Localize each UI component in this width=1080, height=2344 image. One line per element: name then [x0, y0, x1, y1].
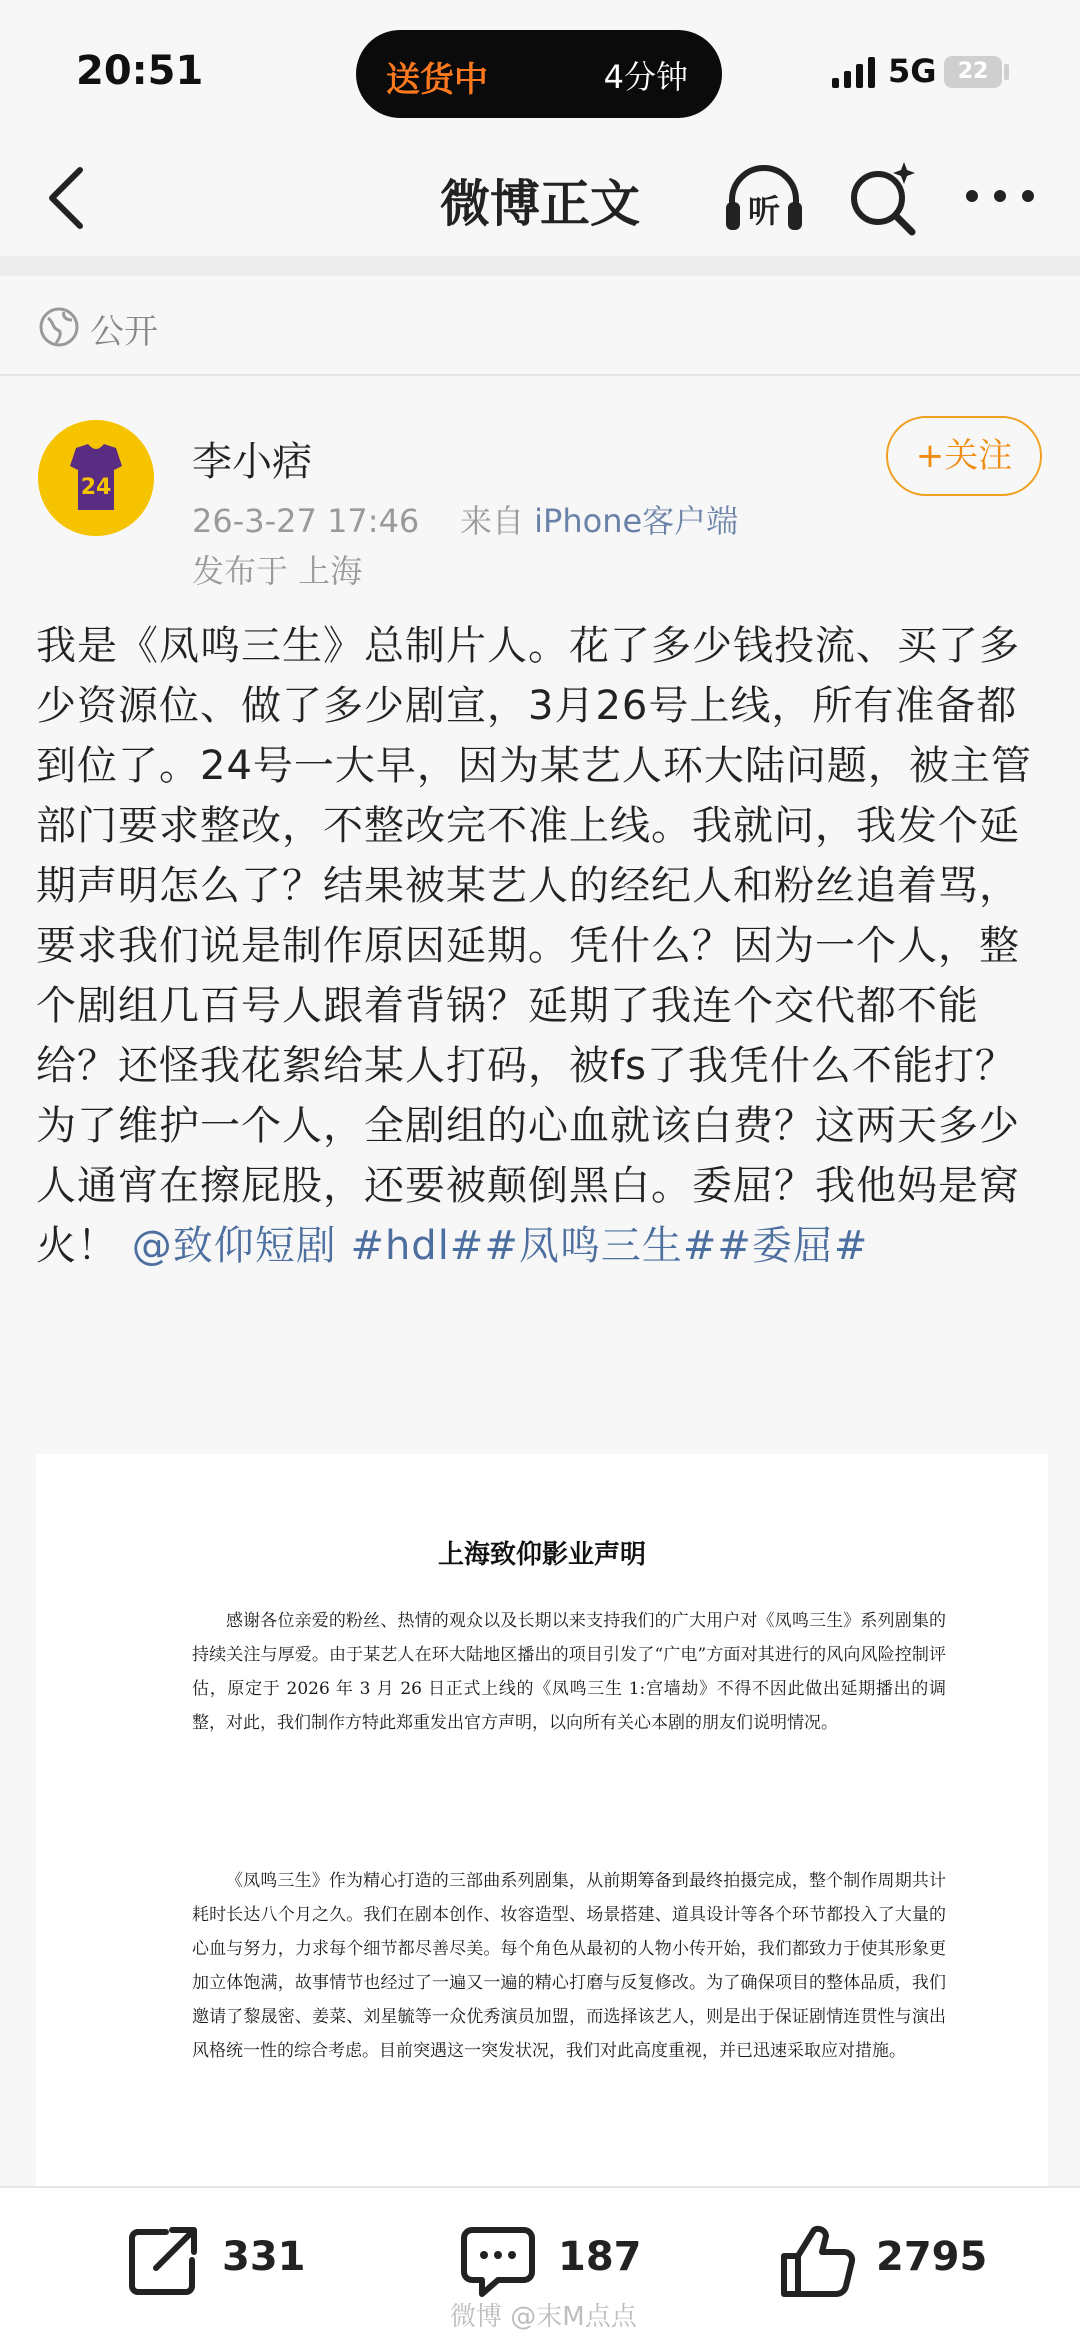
repost-count: 331: [222, 2234, 306, 2280]
post-body: [36, 616, 1048, 1276]
comment-button[interactable]: [458, 2222, 658, 2302]
statement-paragraph-1: 感谢各位亲爱的粉丝、热情的观众以及长期以来支持我们的广大用户对《凤鸣三生》系列剧集的持续关注与厚爱。由于某艺人在环大陆地区播出的项目引发了“广电”方面对其进行的风向风险控制评估，原定于 2026 年 3 月 26 日正式上线的《凤鸣三生 1:宫墙劫》不得不因此做出延期播出的调整，对此，我们制作方特此郑重发出官方声明，以向所有关心本剧的朋友们说明情况。: [192, 1611, 946, 1733]
bottom-action-bar: [0, 2186, 1080, 2344]
comment-count: 187: [558, 2234, 642, 2280]
page-title: 微博正文: [440, 175, 640, 233]
repost-button[interactable]: [126, 2222, 326, 2302]
section-divider: [0, 256, 1080, 276]
status-bar: [0, 0, 1080, 140]
listen-headphones-icon[interactable]: [722, 156, 806, 240]
thumbs-up-icon: [778, 2222, 858, 2302]
globe-icon: [38, 306, 80, 348]
statement-image[interactable]: [36, 1454, 1048, 2186]
delivery-status: 送货中: [386, 60, 488, 100]
hashtag-links[interactable]: #hdl##凤鸣三生##委屈#: [350, 1223, 869, 1269]
signal-icon: [830, 56, 878, 88]
like-count: 2795: [876, 2234, 988, 2280]
like-button[interactable]: [778, 2222, 1018, 2302]
post-meta: [192, 496, 738, 542]
battery-tip: [1004, 64, 1009, 80]
post-card: [0, 376, 1080, 2186]
top-nav-bar: [0, 140, 1080, 256]
repost-icon: [126, 2222, 202, 2298]
author-name[interactable]: 李小痞: [192, 439, 312, 485]
battery-icon: 22: [944, 56, 1002, 88]
follow-button[interactable]: +关注: [886, 416, 1042, 496]
post-text: 我是《凤鸣三生》总制片人。花了多少钱投流、买了多少资源位、做了多少剧宣，3月26号上线，所有准备都到位了。24号一大早，因为某艺人环大陆问题，被主管部门要求整改，不整改完不准上线。我就问，我发个延期声明怎么了？结果被某艺人的经纪人和粉丝追着骂，要求我们说是制作原因延期。凭什么？因为一个人，整个剧组几百号人跟着背锅？延期了我连个交代都不能给？还怪我花絮给某人打码，被fs了我凭什么不能打？为了维护一个人，全剧组的心血就该白费？这两天多少人通宵在擦屁股，还要被颠倒黑白。委屈？我他妈是窝火！: [36, 623, 1032, 1269]
statement-title: 上海致仰影业声明: [437, 1540, 646, 1570]
delivery-eta: 4分钟: [603, 58, 688, 96]
avatar-jersey-number: 24: [80, 475, 112, 500]
mention-link[interactable]: @致仰短剧: [131, 1223, 337, 1269]
post-source[interactable]: iPhone客户端: [534, 502, 739, 540]
network-type: 5G: [888, 52, 937, 90]
visibility-label: 公开: [90, 312, 158, 352]
avatar[interactable]: [38, 420, 154, 536]
statement-paragraph-2: 《凤鸣三生》作为精心打造的三部曲系列剧集，从前期筹备到最终拍摄完成，整个制作周期共计耗时长达八个月之久。我们在剧本创作、妆容造型、场景搭建、道具设计等各个环节都投入了大量的心血与努力，力求每个细节都尽善尽美。每个角色从最初的人物小传开始，我们都致力于使其形象更加立体饱满，故事情节也经过了一遍又一遍的精心打磨与反复修改。为了确保项目的整体品质，我们邀请了黎晟密、姜菜、刘星毓等一众优秀演员加盟，而选择该艺人，则是出于保证剧情连贯性与演出风格统一性的综合考虑。目前突遇这一突发状况，我们对此高度重视，并已迅速采取应对措施。: [192, 1871, 946, 2061]
listen-label: 听: [747, 192, 781, 230]
post-location: 发布于 上海: [192, 552, 363, 590]
ai-search-icon[interactable]: [846, 158, 920, 238]
post-timestamp: 26-3-27 17:46: [192, 502, 420, 540]
watermark: 微博 @末M点点: [450, 2302, 637, 2332]
comment-icon: [458, 2222, 538, 2302]
more-options-icon[interactable]: [958, 166, 1042, 226]
status-time: 20:51: [76, 48, 204, 94]
visibility-row: [0, 276, 1080, 376]
dynamic-island-delivery[interactable]: [356, 30, 722, 118]
source-prefix: 来自: [459, 502, 524, 540]
